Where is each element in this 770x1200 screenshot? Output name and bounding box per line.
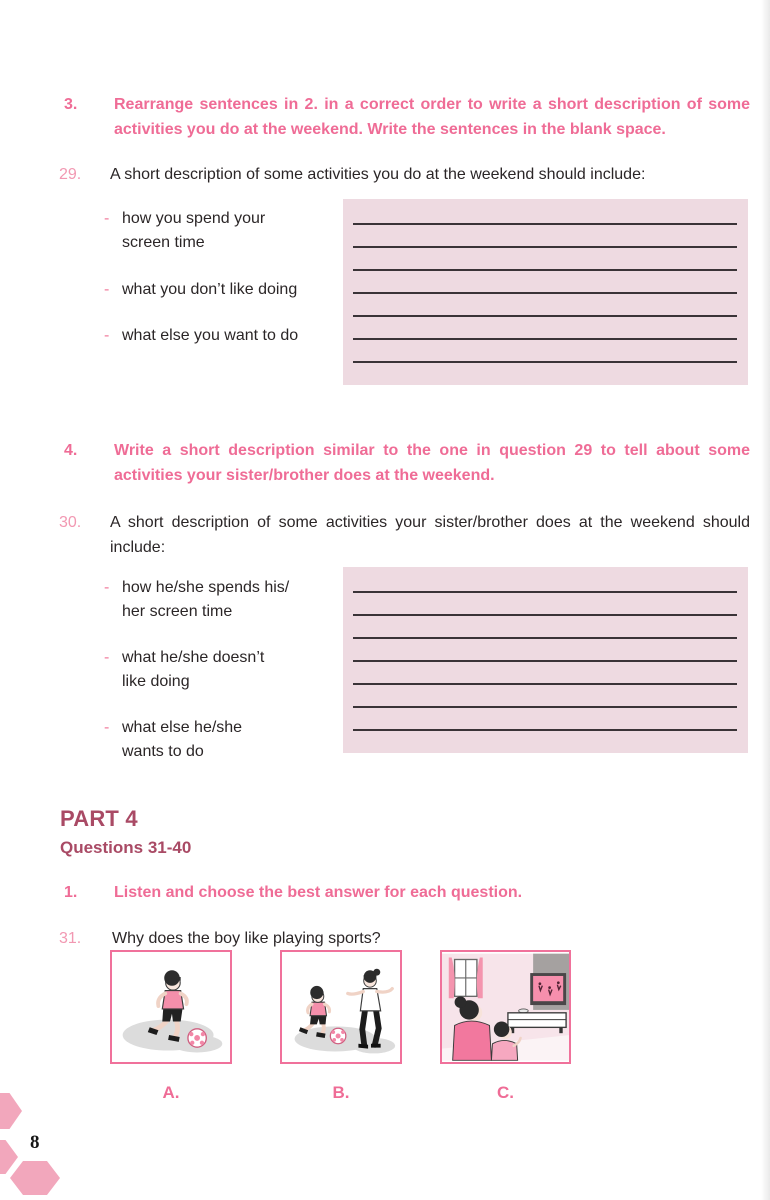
- task3-number: 3.: [64, 96, 78, 113]
- bullet-line: what else he/she: [122, 719, 243, 736]
- q30-number: 30.: [59, 514, 82, 531]
- bullet-line: how you spend your: [122, 210, 266, 227]
- q30-bullet-3: [104, 716, 329, 764]
- writing-line: [353, 338, 737, 340]
- q29-bullet-1: [104, 207, 339, 255]
- tv-icon: [530, 973, 566, 1005]
- task4-instruction: Write a short description similar to the one in question 29 to tell about some activities your sister/brother does at the weekend.: [114, 442, 750, 484]
- q30-writing-area[interactable]: [343, 567, 748, 753]
- q29-bullet-3: [104, 324, 339, 348]
- q31-option-b-figure[interactable]: [280, 950, 402, 1064]
- q31-option-c-label[interactable]: C.: [497, 1083, 514, 1102]
- task1-instruction: Listen and choose the best answer for each question.: [114, 884, 523, 901]
- football-icon: [188, 1029, 206, 1047]
- hexagon-decoration: [0, 1140, 18, 1174]
- q31-option-a-figure[interactable]: [110, 950, 232, 1064]
- mother-and-child-watching-tv-illustration: [442, 952, 569, 1062]
- writing-line: [353, 292, 737, 294]
- football-icon: [330, 1028, 345, 1043]
- q30-bullet-2: [104, 646, 329, 694]
- writing-line: [353, 246, 737, 248]
- writing-line: [353, 706, 737, 708]
- bullet-dash: -: [104, 579, 110, 596]
- part4-subtitle: Questions 31-40: [60, 838, 192, 857]
- bullet-line: what else you want to do: [122, 327, 299, 344]
- q29-text: A short description of some activities you do at the weekend should include:: [110, 166, 646, 183]
- q31-option-a-label[interactable]: A.: [162, 1083, 180, 1102]
- task1-number: 1.: [64, 884, 78, 901]
- part4-title: PART 4: [60, 806, 138, 831]
- writing-line: [353, 269, 737, 271]
- q31-text: Why does the boy like playing sports?: [112, 930, 381, 947]
- bullet-dash: -: [104, 649, 110, 666]
- bullet-line: like doing: [122, 673, 190, 690]
- hexagon-decoration: [10, 1161, 60, 1195]
- q31-option-b-label[interactable]: B.: [332, 1083, 350, 1102]
- bullet-line: what he/she doesn’t: [122, 649, 265, 666]
- page-edge-shading: [761, 0, 770, 1200]
- writing-line: [353, 315, 737, 317]
- bullet-dash: -: [104, 210, 110, 227]
- bullet-line: her screen time: [122, 603, 233, 620]
- bullet-dash: -: [104, 327, 110, 344]
- bullet-line: wants to do: [122, 743, 204, 760]
- q31-number: 31.: [59, 930, 82, 947]
- q29-writing-area[interactable]: [343, 199, 748, 385]
- bullet-line: screen time: [122, 234, 205, 251]
- bullet-dash: -: [104, 281, 110, 298]
- writing-line: [353, 660, 737, 662]
- hexagon-decoration: [0, 1093, 22, 1129]
- q31-option-c-figure[interactable]: [440, 950, 571, 1064]
- page-number: 8: [30, 1132, 40, 1153]
- bullet-line: how he/she spends his/: [122, 579, 290, 596]
- writing-line: [353, 683, 737, 685]
- bullet-dash: -: [104, 719, 110, 736]
- boy-kicking-football-with-mother-illustration: [282, 952, 400, 1062]
- writing-line: [353, 591, 737, 593]
- writing-line: [353, 361, 737, 363]
- q29-number: 29.: [59, 166, 82, 183]
- boy-dribbling-football-illustration: [112, 952, 230, 1062]
- writing-line: [353, 729, 737, 731]
- writing-line: [353, 223, 737, 225]
- writing-line: [353, 637, 737, 639]
- writing-line: [353, 614, 737, 616]
- task4-number: 4.: [64, 442, 78, 459]
- task3-instruction: Rearrange sentences in 2. in a correct order to write a short description of some activities you do at the weekend. Write the sentences in the blank space.: [114, 96, 750, 138]
- q29-bullet-2: [104, 278, 339, 302]
- q30-bullet-1: [104, 576, 329, 624]
- q30-text: A short description of some activities your sister/brother does at the weekend should include:: [110, 514, 750, 556]
- bullet-line: what you don’t like doing: [122, 281, 298, 298]
